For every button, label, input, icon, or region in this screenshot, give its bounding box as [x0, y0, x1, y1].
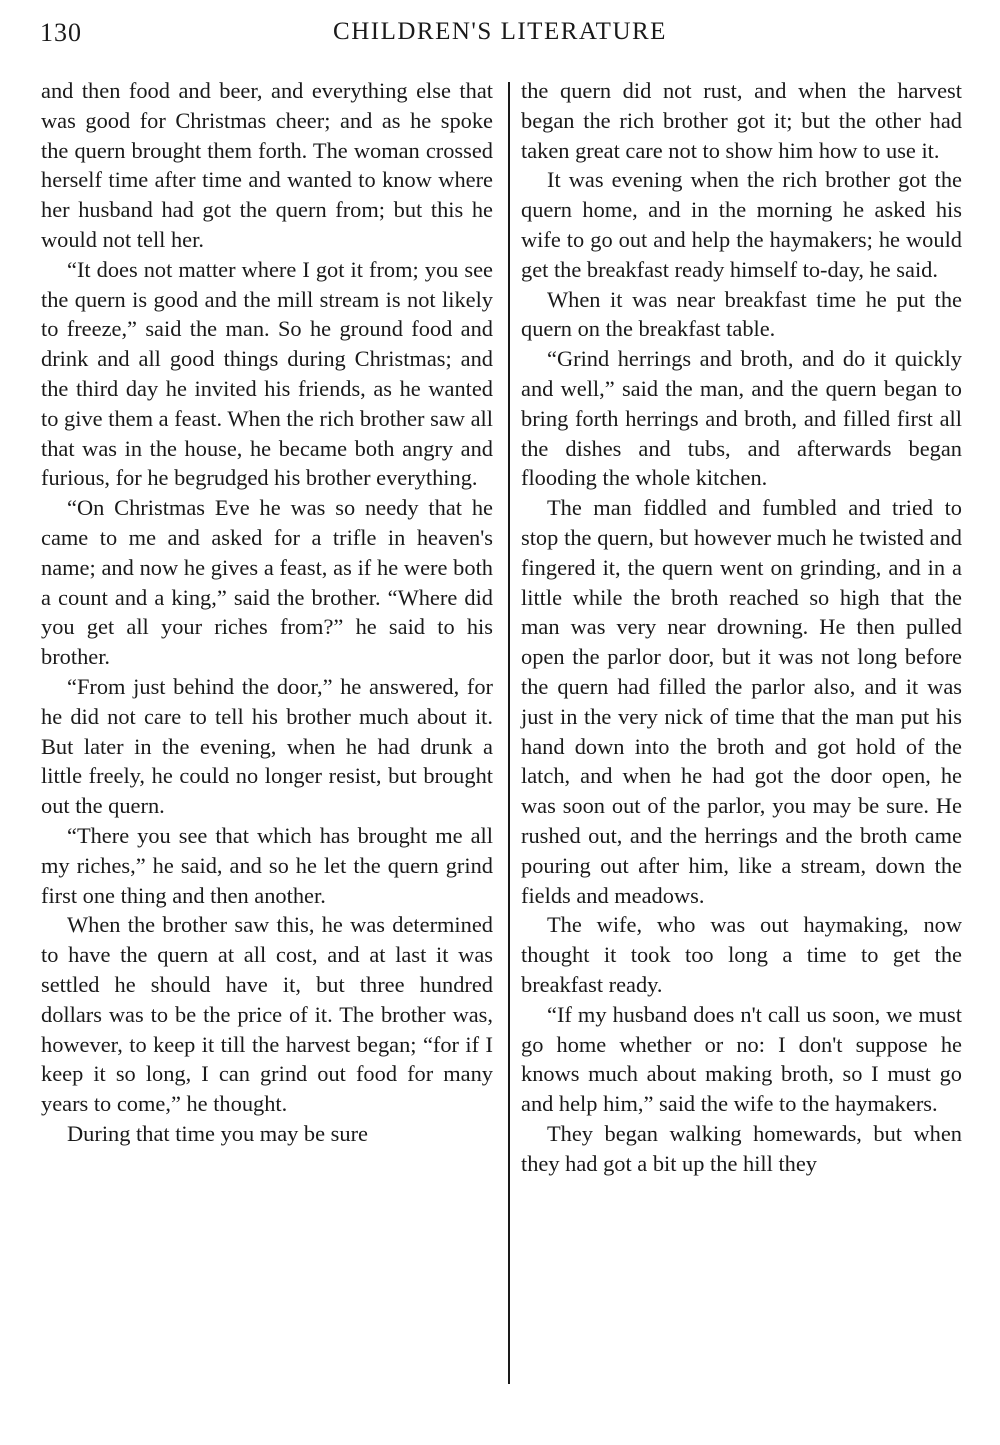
- running-title: CHILDREN'S LITERATURE: [333, 18, 667, 45]
- paragraph: They began walking homewards, but when they had got a bit up the hill they: [521, 1120, 962, 1176]
- paragraph: When it was near breakfast time he put the quern on the breakfast table.: [521, 286, 962, 342]
- paragraph: “It does not matter where I got it from; you see the quern is good and the mill stream is not likely to freeze,” said the man. So he ground food and drink and all good things during Christmas; and the third day he invited his friends, as he wanted to give them a feast. When the rich brother saw all that was in the house, he became both angry and furious, for he begrudged his brother everything.: [41, 256, 493, 491]
- paragraph: It was evening when the rich brother got the quern home, and in the morning he asked his wife to go out and help the haymakers; he would get the breakfast ready himself to-day, he said.: [521, 167, 962, 282]
- paragraph: The man fiddled and fumbled and tried to stop the quern, but however much he twisted and fingered it, the quern went on grinding, and in a little while the broth reached so high that the man was very near drowning. He then pulled open the parlor door, but it was not long before the quern had filled the parlor also, and it was just in the very nick of time that the man put his hand down into the broth and got hold of the latch, and when he had got the door open, he was soon out of the parlor, you may be sure. He rushed out, and the herrings and the broth came pouring out after him, like a stream, down the fields and meadows.: [521, 495, 962, 908]
- paragraph: “There you see that which has brought me all my riches,” he said, and so he let the quern grind first one thing and then another.: [41, 822, 493, 908]
- paragraph: “If my husband does n't call us soon, we must go home whether or no: I don't suppose he knows much about making broth, so I must go and help him,” said the wife to the haymakers.: [521, 1001, 962, 1117]
- paragraph: The wife, who was out haymaking, now thought it took too long a time to get the breakfast ready.: [521, 912, 962, 997]
- paragraph: “Grind herrings and broth, and do it quickly and well,” said the man, and the quern began to bring forth herrings and broth, and filled first all the dishes and tubs, and afterwards began flooding the whole kitchen.: [521, 346, 962, 491]
- paragraph: When the brother saw this, he was determined to have the quern at all cost, and at last it was settled he should have it, but three hundred dollars was to be the price of it. The brother was, however, to keep it till the harvest began; “for if I keep it so long, I can grind out food for many years to come,” he thought.: [41, 912, 493, 1117]
- left-column: [41, 76, 493, 1149]
- paragraph: the quern did not rust, and when the harvest began the rich brother got it; but the other had taken great care not to show him how to use it.: [521, 78, 962, 163]
- paragraph: “On Christmas Eve he was so needy that he came to me and asked for a trifle in heaven's name; and now he gives a feast, as if he were both a count and a king,” said the brother. “Where did you get all your riches from?” he said to his brother.: [41, 495, 493, 670]
- right-column: [521, 76, 962, 1178]
- paragraph: “From just behind the door,” he answered, for he did not care to tell his brother much about it. But later in the evening, when he had drunk a little freely, he could no longer resist, but brought out the quern.: [41, 673, 493, 819]
- paragraph: During that time you may be sure: [67, 1120, 368, 1146]
- page-number: 130: [40, 18, 82, 47]
- column-divider: [508, 82, 510, 1384]
- paragraph: and then food and beer, and everything else that was good for Christmas cheer; and as he spoke the quern brought them forth. The woman crossed herself time after time and wanted to know where her husband had got the quern from; but this he would not tell her.: [41, 78, 493, 252]
